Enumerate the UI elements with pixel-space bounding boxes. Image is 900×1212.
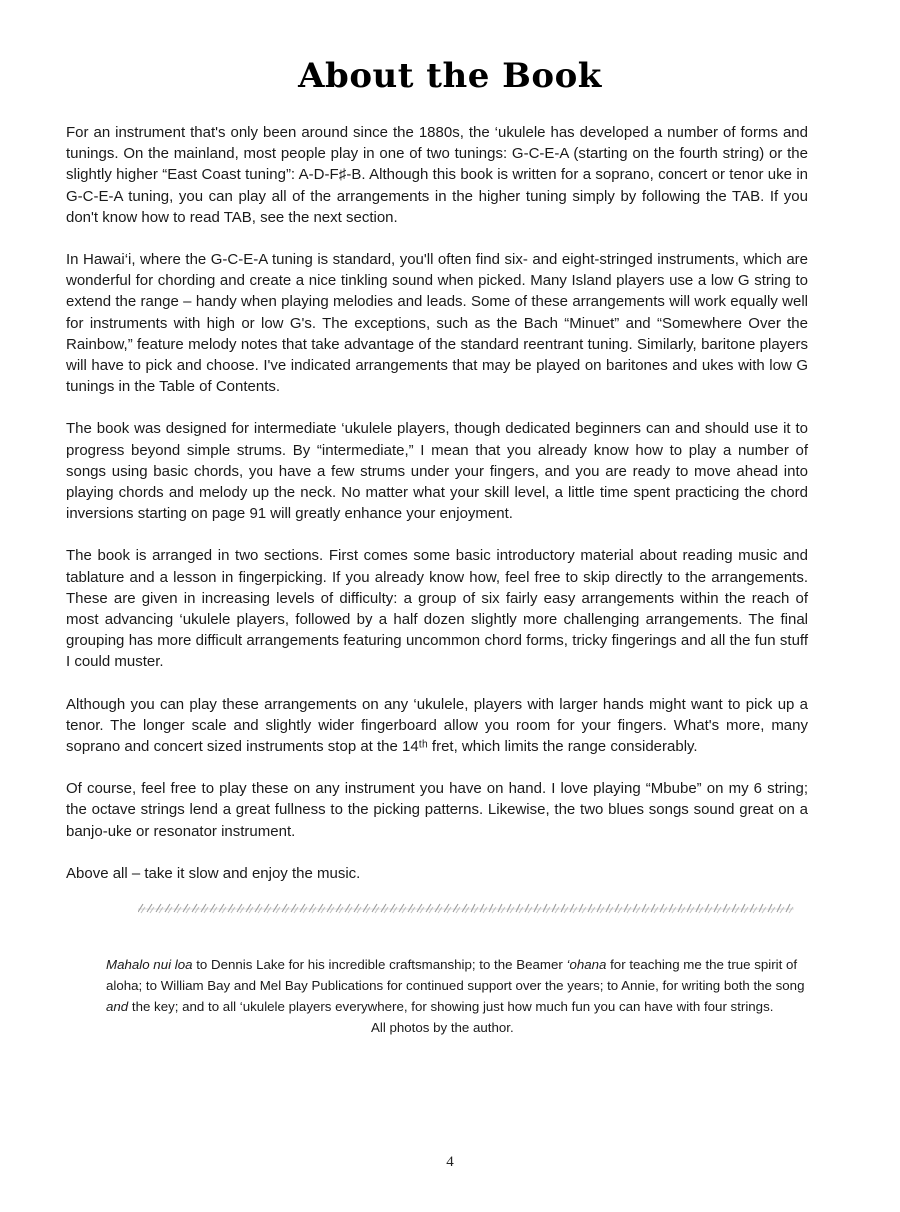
ornament-stroke xyxy=(768,904,772,912)
ornament-stroke xyxy=(600,907,604,913)
ornament-stroke xyxy=(777,904,781,912)
ornament-stroke xyxy=(258,907,262,913)
ohana-text: ‘ohana xyxy=(566,957,607,972)
divider-ornament xyxy=(138,898,794,918)
ornament-stroke xyxy=(249,907,253,913)
ornament-stroke xyxy=(741,904,745,912)
ornament-stroke xyxy=(195,907,199,913)
ornament-stroke xyxy=(552,904,556,912)
ornament-stroke xyxy=(321,907,325,913)
paragraph-closing: Above all – take it slow and enjoy the music. xyxy=(66,864,361,882)
ornament-stroke xyxy=(528,907,532,913)
ornament-stroke xyxy=(624,904,628,912)
ornament-stroke xyxy=(582,907,586,913)
ornament-stroke xyxy=(303,907,307,913)
ornament-stroke xyxy=(330,907,334,913)
ornament-stroke xyxy=(561,904,565,912)
ornament-stroke xyxy=(357,907,361,913)
ornament-stroke xyxy=(636,907,640,913)
ornament-stroke xyxy=(654,907,658,913)
ornament-stroke xyxy=(519,907,523,913)
ornament-stroke xyxy=(588,904,592,912)
ornament-stroke xyxy=(231,907,235,913)
paragraph-sections: The book is arranged in two sections. First comes some basic introductory material about reading music and tablature and a lesson in fingerpicking. If you already know how, feel free to skip directly to the arrangements. These are given in increasing levels of difficulty: a group of six fairly easy arrangements within the reach of most advancing ‘ukulele players, followed by a half dozen slightly more challenging arrangements. The final grouping has more difficult arrangements featuring uncommon chord forms, tricky fingerings and all the fun stuff I could muster. xyxy=(66,547,808,671)
ornament-stroke xyxy=(579,904,583,912)
ornament-stroke xyxy=(678,904,682,912)
ornament-stroke xyxy=(294,907,298,913)
page-number: 4 xyxy=(446,1154,454,1170)
ornament-stroke xyxy=(687,904,691,912)
ornament-stroke xyxy=(474,907,478,913)
ornament-stroke xyxy=(663,907,667,913)
ornament-stroke xyxy=(285,907,289,913)
ornament-stroke xyxy=(615,904,619,912)
paragraph-instruments: Of course, feel free to play these on any instrument you have on hand. I love playing “Mbube” on my 6 string; the octave strings lend a great fullness to the picking patterns. Likewise, the two blues songs sound great on a banjo-uke or resonator instrument. xyxy=(66,780,808,840)
ornament-stroke xyxy=(633,904,637,912)
ornament-stroke xyxy=(186,907,190,913)
ornament-stroke xyxy=(492,907,496,913)
ornament-stroke xyxy=(204,907,208,913)
ornament-stroke xyxy=(240,907,244,913)
ornament-stroke xyxy=(348,907,352,913)
ornament-stroke xyxy=(753,907,757,913)
ornament-stroke xyxy=(465,907,469,913)
ornament-stroke xyxy=(573,907,577,913)
ornament-stroke xyxy=(714,904,718,912)
ornament-stroke xyxy=(771,907,775,913)
ack-part-1: to Dennis Lake for his incredible craftsmanship; to the Beamer xyxy=(192,957,567,972)
ornament-stroke xyxy=(732,904,736,912)
photo-credit: All photos by the author. xyxy=(371,1020,514,1035)
ornament-stroke xyxy=(375,907,379,913)
ornament-stroke xyxy=(750,904,754,912)
ornament-stroke xyxy=(597,904,601,912)
ornament-stroke xyxy=(489,904,493,912)
ornament-stroke xyxy=(762,907,766,913)
ornament-stroke xyxy=(735,907,739,913)
ornament-stroke xyxy=(534,904,538,912)
ornament-stroke xyxy=(498,904,502,912)
ornament-stroke xyxy=(780,907,784,913)
ornament-stroke xyxy=(510,907,514,913)
ornament-stroke xyxy=(618,907,622,913)
ornament-stroke xyxy=(150,907,154,913)
ornament-stroke xyxy=(546,907,550,913)
acknowledgement-text xyxy=(106,954,806,1017)
paragraph-intermediate: The book was designed for intermediate ‘ukulele players, though dedicated beginners can and should use it to progress beyond simple strums. By “intermediate,” I mean that you already know how to play a number of songs using basic chords, you have a few strums under your fingers, and you are ready to move ahead into playing chords and melody up the neck. No matter what your skill level, a little time spent practicing the chord inversions starting on page 91 will greatly enhance your enjoyment. xyxy=(66,420,808,523)
ornament-stroke xyxy=(708,907,712,913)
ornament-stroke xyxy=(366,907,370,913)
ornament-stroke xyxy=(411,907,415,913)
ornament-stroke xyxy=(669,904,673,912)
ornament-stroke xyxy=(276,907,280,913)
page-title: About the Book xyxy=(298,56,602,96)
ornament-stroke xyxy=(480,904,484,912)
ornament-stroke xyxy=(141,907,145,913)
acknowledgement xyxy=(106,954,806,1038)
ornament-stroke xyxy=(543,904,547,912)
ornament-stroke xyxy=(759,904,763,912)
ornament-stroke xyxy=(606,904,610,912)
ornament-stroke xyxy=(645,907,649,913)
ack-part-3: the key; and to all ‘ukulele players everywhere, for showing just how much fun you can have with four strings. xyxy=(128,999,774,1014)
ornament-stroke xyxy=(651,904,655,912)
ornament-stroke xyxy=(312,907,316,913)
ornament-stroke xyxy=(786,904,790,912)
ornament-stroke xyxy=(642,904,646,912)
body-text xyxy=(66,122,808,905)
ornament-stroke xyxy=(402,907,406,913)
ornament-stroke xyxy=(744,907,748,913)
ornament-stroke xyxy=(525,904,529,912)
mahalo-text: Mahalo nui loa xyxy=(106,957,193,972)
ornament-stroke xyxy=(537,907,541,913)
and-text: and xyxy=(106,999,129,1014)
paragraph-tenor: Although you can play these arrangements on any ‘ukulele, players with larger hands might want to pick up a tenor. The longer scale and slightly wider fingerboard allow you room for your fingers. What's more, many soprano and concert sized instruments stop at the 14ᵗʰ fret, which limits the range considerably. xyxy=(66,695,808,756)
ornament-stroke xyxy=(609,907,613,913)
paragraph-hawaii: In Hawai‘i, where the G-C-E-A tuning is standard, you'll often find six- and eight-stringed instruments, which are wonderful for chording and create a nice tinkling sound when picked. Many Island players use a low G string to extend the range – handy when playing melodies and leads. Some of these arrangements will work equally well for instruments with high or low G's. The exceptions, such as the Bach “Minuet” and “Somewhere Over the Rainbow,” feature melody notes that take advantage of the standard reentrant tuning. Similarly, baritone players will have to pick and choose. I've indicated arrangements that may be played on baritones and ukes with low G tunings in the Table of Contents. xyxy=(66,251,808,396)
ornament-stroke xyxy=(681,907,685,913)
ornament-stroke xyxy=(222,907,226,913)
ornament-stroke xyxy=(501,907,505,913)
ornament-stroke xyxy=(516,904,520,912)
ornament-stroke xyxy=(699,907,703,913)
ornament-stroke xyxy=(267,907,271,913)
ornament-stroke xyxy=(393,907,397,913)
ornament-stroke xyxy=(339,907,343,913)
ornament-stroke xyxy=(789,907,793,913)
ornament-stroke xyxy=(690,907,694,913)
ornament-stroke xyxy=(447,907,451,913)
ornament-stroke xyxy=(429,907,433,913)
ornament-stroke xyxy=(660,904,664,912)
ornament-stroke xyxy=(696,904,700,912)
ornament-stroke xyxy=(591,907,595,913)
ornament-stroke xyxy=(627,907,631,913)
ornament-stroke xyxy=(570,904,574,912)
ornament-stroke xyxy=(168,907,172,913)
ornament-stroke xyxy=(723,904,727,912)
ornament-stroke xyxy=(705,904,709,912)
ornament-stroke xyxy=(483,907,487,913)
ornament-stroke xyxy=(438,907,442,913)
ornament-stroke xyxy=(507,904,511,912)
ornament-stroke xyxy=(420,907,424,913)
ornament-stroke xyxy=(717,907,721,913)
ornament-stroke xyxy=(213,907,217,913)
ornament-stroke xyxy=(384,907,388,913)
ornament-stroke xyxy=(672,907,676,913)
ack-part-2: for teaching me the true spirit of aloha; to William Bay and Mel Bay Publications for continued support over the years; to Annie, for writing both the song xyxy=(106,957,805,993)
ornament-stroke xyxy=(456,907,460,913)
ornament-stroke xyxy=(726,907,730,913)
ornament-stroke xyxy=(177,907,181,913)
ornament-stroke xyxy=(159,907,163,913)
ornament-stroke xyxy=(555,907,559,913)
ornament-stroke xyxy=(471,904,475,912)
ornament-stroke xyxy=(564,907,568,913)
paragraph-tunings: For an instrument that's only been around since the 1880s, the ‘ukulele has developed a number of forms and tunings. On the mainland, most people play in one of two tunings: G-C-E-A (starting on the fourth string) or the slightly higher “East Coast tuning”: A-D-F♯-B. Although this book is written for a soprano, concert or tenor uke in G-C-E-A tuning, you can play all of the arrangements in the higher tuning simply by following the TAB. If you don't know how to read TAB, see the next section. xyxy=(66,124,808,226)
